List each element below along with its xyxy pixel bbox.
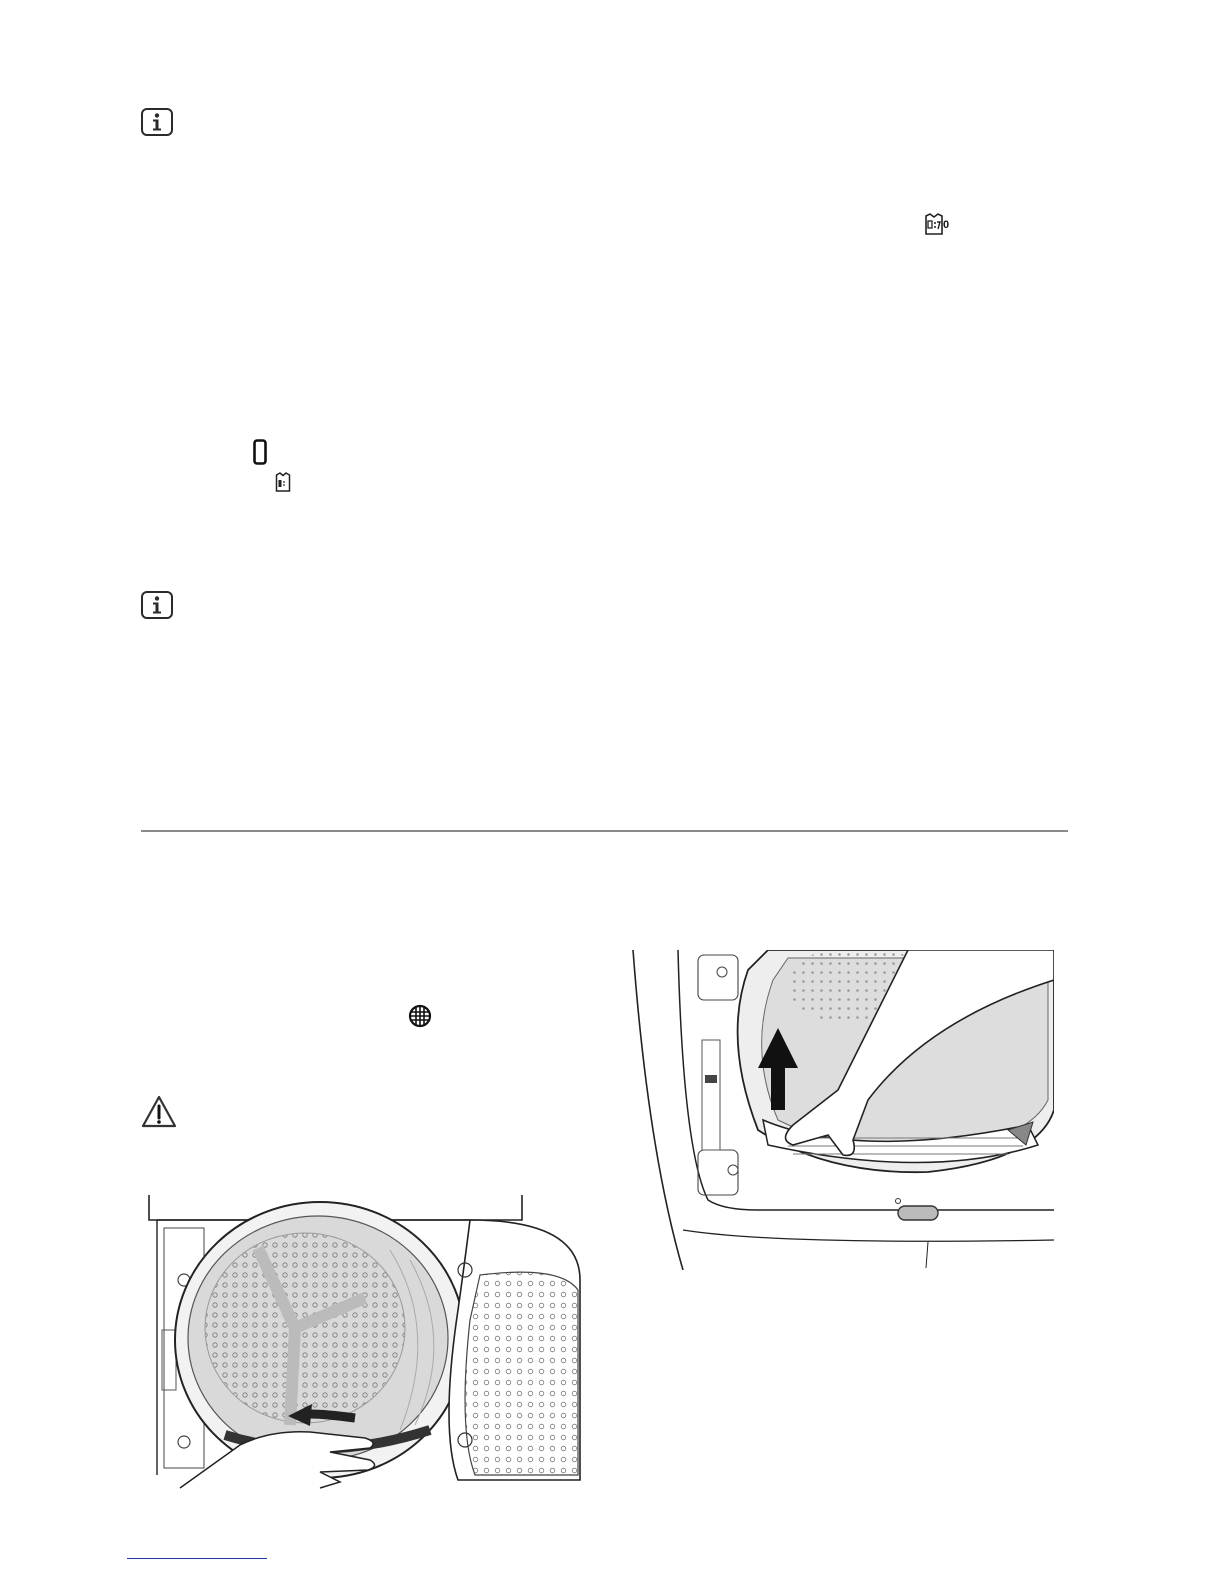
- warning-icon: [141, 1095, 177, 1134]
- dryness-indicator-icon: [924, 213, 954, 237]
- drum-filter-removal-illustration: [140, 1190, 580, 1490]
- filter-grid-icon: [408, 1004, 432, 1033]
- shirt-level-icon: [275, 472, 291, 497]
- section-divider: [141, 830, 1068, 832]
- dryness-suffix: 0: [943, 219, 950, 231]
- info-icon: [141, 108, 173, 136]
- footer-link-underline[interactable]: [127, 1558, 267, 1559]
- info-icon: [141, 591, 173, 619]
- zero-segment-icon: [253, 439, 267, 470]
- filter-lift-out-illustration: [628, 950, 1054, 1270]
